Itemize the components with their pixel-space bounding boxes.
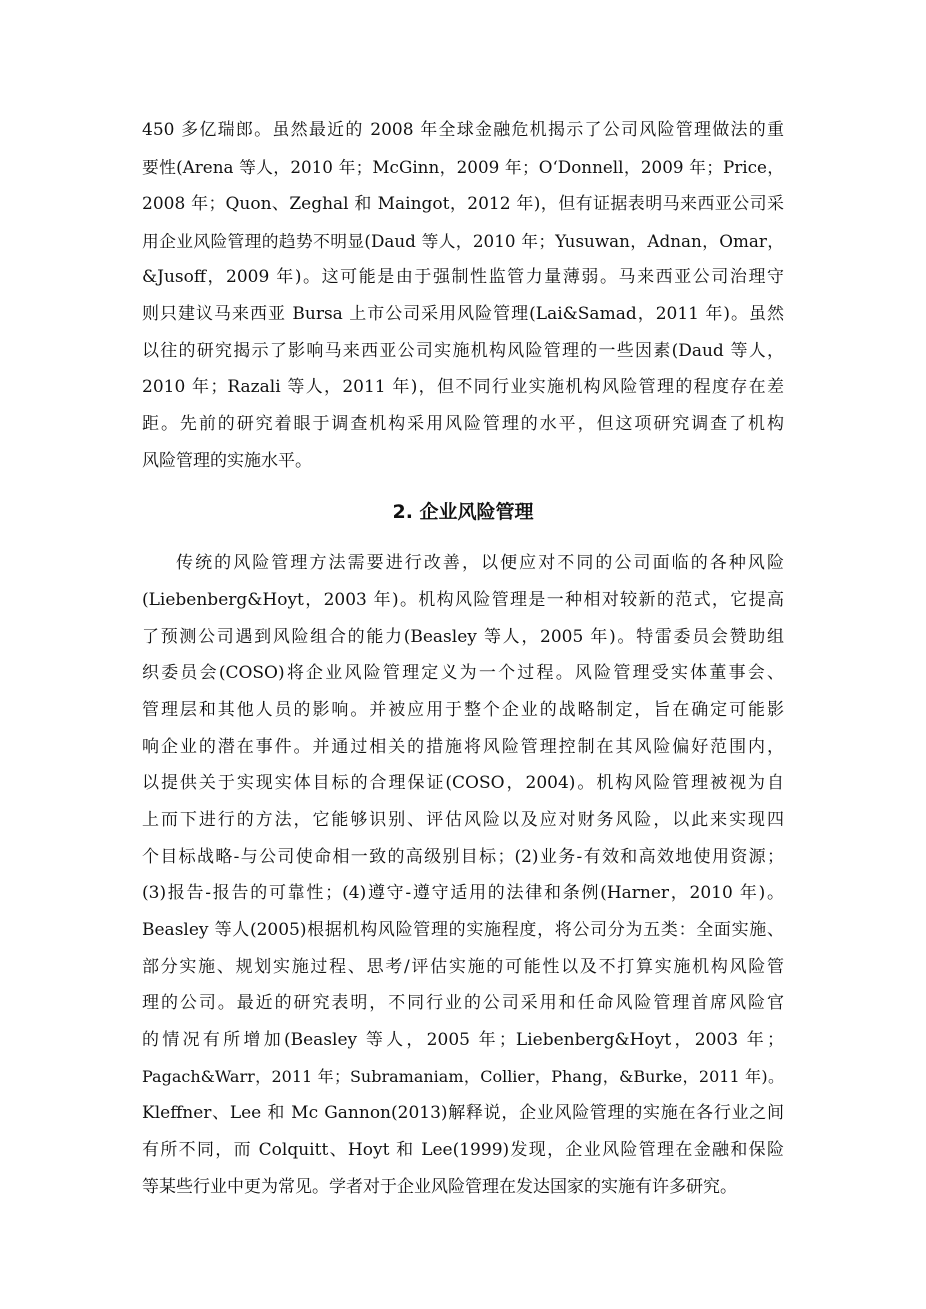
text-line: Beasley 等人(2005)根据机构风险管理的实施程度，将公司分为五类：全面实施、 [142, 920, 784, 940]
text-line: 理的公司。最近的研究表明，不同行业的公司采用和任命风险管理首席风险官 [142, 993, 784, 1013]
text-line: 了预测公司遇到风险组合的能力(Beasley 等人，2005 年)。特雷委员会赞助组 [142, 627, 784, 647]
text-line: 上而下进行的方法，它能够识别、评估风险以及应对财务风险，以此来实现四 [142, 810, 784, 830]
text-line: 风险管理的实施水平。 [142, 451, 312, 471]
text-line: Kleffner、Lee 和 Mc Gannon(2013)解释说，企业风险管理的实施在各行业之间 [142, 1103, 784, 1123]
text-line: 等某些行业中更为常见。学者对于企业风险管理在发达国家的实施有许多研究。 [142, 1177, 737, 1197]
text-line: 传统的风险管理方法需要进行改善，以便应对不同的公司面临的各种风险 [176, 553, 784, 573]
text-line: 450 多亿瑞郎。虽然最近的 2008 年全球金融危机揭示了公司风险管理做法的重 [142, 120, 784, 140]
text-line: 则只建议马来西亚 Bursa 上市公司采用风险管理(Lai&Samad，2011 年)。虽然 [142, 304, 784, 324]
text-line: 2010 年；Razali 等人，2011 年)，但不同行业实施机构风险管理的程度存在差 [142, 377, 784, 397]
text-line: 距。先前的研究着眼于调查机构采用风险管理的水平，但这项研究调查了机构 [142, 414, 784, 434]
text-line: 管理层和其他人员的影响。并被应用于整个企业的战略制定，旨在确定可能影 [142, 700, 784, 720]
text-line: 个目标战略-与公司使命相一致的高级别目标；(2)业务-有效和高效地使用资源； [142, 847, 784, 867]
text-line: 响企业的潜在事件。并通过相关的措施将风险管理控制在其风险偏好范围内， [142, 737, 784, 757]
text-line: 2008 年；Quon、Zeghal 和 Maingot，2012 年)，但有证据表明马来西亚公司采 [142, 194, 784, 214]
text-line: (3)报告-报告的可靠性；(4)遵守-遵守适用的法律和条例(Harner，2010 年)。 [142, 883, 784, 903]
text-line: 要性(Arena 等人，2010 年；McGinn，2009 年；O‘Donnell，2009 年；Price， [142, 157, 784, 177]
text-line: 以往的研究揭示了影响马来西亚公司实施机构风险管理的一些因素(Daud 等人， [142, 341, 784, 361]
section-heading: 2. 企业风险管理 [392, 501, 534, 523]
text-line: 部分实施、规划实施过程、思考/评估实施的可能性以及不打算实施机构风险管 [142, 957, 784, 977]
text-line: (Liebenberg&Hoyt，2003 年)。机构风险管理是一种相对较新的范式，它提高 [142, 590, 784, 610]
text-line: &Jusoff，2009 年)。这可能是由于强制性监管力量薄弱。马来西亚公司治理守 [142, 267, 784, 287]
text-line: 织委员会(COSO)将企业风险管理定义为一个过程。风险管理受实体董事会、 [142, 663, 784, 683]
text-line: 的情况有所增加(Beasley 等人，2005 年；Liebenberg&Hoyt，2003 年； [142, 1030, 784, 1050]
text-line: 有所不同，而 Colquitt、Hoyt 和 Lee(1999)发现，企业风险管理在金融和保险 [142, 1140, 784, 1160]
text-line: 用企业风险管理的趋势不明显(Daud 等人，2010 年；Yusuwan，Adnan，Omar， [142, 231, 784, 251]
text-line: 以提供关于实现实体目标的合理保证(COSO，2004)。机构风险管理被视为自 [142, 773, 784, 793]
text-line: Pagach&Warr，2011 年；Subramaniam，Collier，Phang，&Burke，2011 年)。 [142, 1067, 784, 1086]
